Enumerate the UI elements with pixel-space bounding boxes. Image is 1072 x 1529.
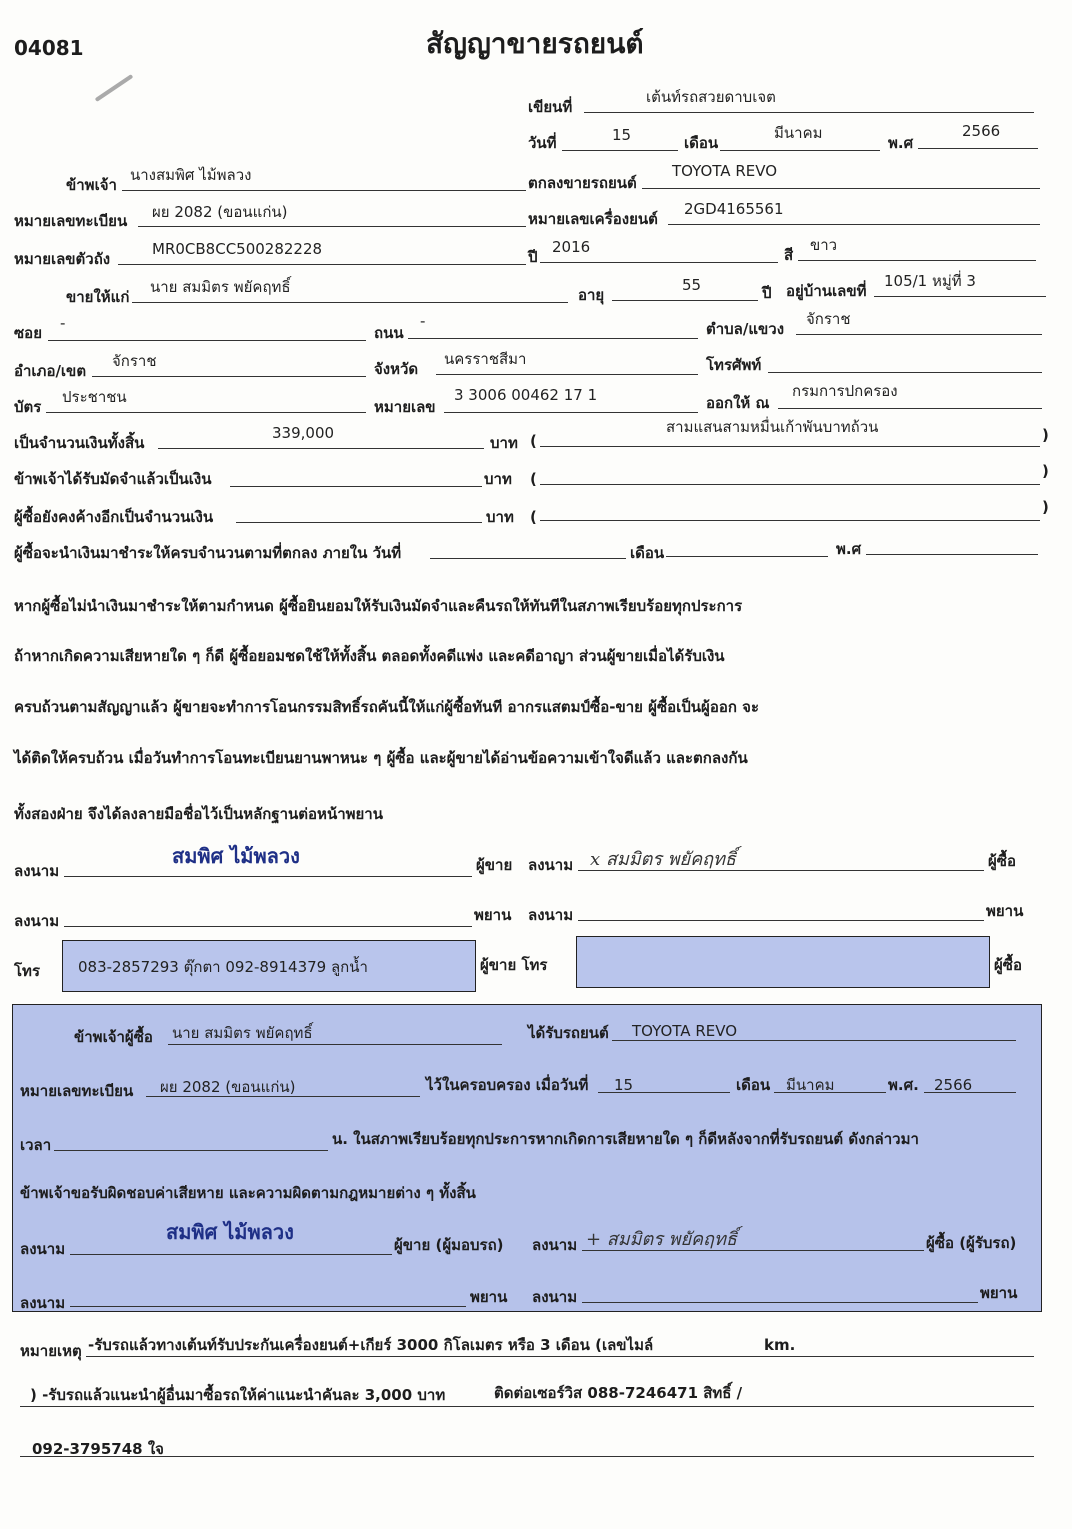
receipt-year: 2566 xyxy=(934,1076,973,1094)
month-label: เดือน xyxy=(684,134,719,152)
buyer-label: ขายให้แก่ xyxy=(66,288,130,306)
issued-value: กรมการปกครอง xyxy=(792,382,898,400)
terms-line-1: หากผู้ซื้อไม่นำเงินมาชำระให้ตามกำหนด ผู้ซื้อยินยอมให้รับเงินมัดจำและคืนรถให้ทันทีในสภาพเรียบร้อยทุกประการ xyxy=(14,597,743,615)
possess-label: ไว้ในครอบครอง เมื่อวันที่ xyxy=(426,1076,589,1094)
card-no-label: หมายเลข xyxy=(374,398,436,416)
date-month: มีนาคม xyxy=(774,124,823,142)
receipt-buyer-signature: + สมมิตร พยัคฤทธิ์ xyxy=(586,1229,737,1250)
road-value: - xyxy=(420,312,426,330)
written-at-value: เต้นท์รถสวยดาบเจต xyxy=(646,88,776,106)
date-year: 2566 xyxy=(962,122,1001,140)
deposit-open-paren: ( xyxy=(530,470,537,488)
deposit-baht: บาท xyxy=(484,470,512,488)
page-title: สัญญาขายรถยนต์ xyxy=(426,27,644,60)
witness-sign-label-1: ลงนาม xyxy=(14,912,60,930)
note-line-2: ) -รับรถแล้วแนะนำผู้อื่นมาซื้อรถให้ค่าแนะนำคันละ 3,000 บาท xyxy=(30,1386,446,1404)
receipt-buyer-role: ผู้ซื้อ (ผู้รับรถ) xyxy=(926,1234,1017,1252)
total-words: สามแสนสามหมื่นเก้าพันบาทถ้วน xyxy=(666,418,879,436)
remain-baht: บาท xyxy=(486,508,514,526)
card-value: ประชาชน xyxy=(62,388,127,406)
written-at-label: เขียนที่ xyxy=(528,98,573,116)
phone-label: โทรศัพท์ xyxy=(706,356,762,374)
house-value: 105/1 หมู่ที่ 3 xyxy=(884,272,976,290)
province-value: นครราชสีมา xyxy=(444,350,527,368)
receipt-month-label: เดือน xyxy=(736,1076,771,1094)
receipt-witness-role-2: พยาน xyxy=(980,1284,1018,1302)
seller-name: นางสมพิศ ไม้พลวง xyxy=(130,166,252,184)
total-baht: บาท xyxy=(490,434,518,452)
soi-value: - xyxy=(60,314,66,332)
terms-line-3: ครบถ้วนตามสัญญาแล้ว ผู้ขายจะทำการโอนกรรมสิทธิ์รถคันนี้ให้แก่ผู้ซื้อทันที อากรแสตมป์ซื้อ-ขาย ผู้ซื้อเป็นผู้ออก จะ xyxy=(14,698,759,716)
receipt-month: มีนาคม xyxy=(786,1076,835,1094)
buyer-role: ผู้ซื้อ xyxy=(988,852,1016,870)
terms-line-4: ได้ติดให้ครบถ้วน เมื่อวันทำการโอนทะเบียนยานพาหนะ ๆ ผู้ซื้อ และผู้ขายได้อ่านข้อความเข้าใจดีแล้ว และตกลงกัน xyxy=(14,749,748,767)
buyer-signature: x สมมิตร พยัคฤทธิ์ xyxy=(590,849,736,870)
engine-label: หมายเลขเครื่องยนต์ xyxy=(528,210,658,228)
terms-line-5: ทั้งสองฝ่าย จึงได้ลงลายมือชื่อไว้เป็นหลักฐานต่อหน้าพยาน xyxy=(14,805,383,823)
total-open-paren: ( xyxy=(530,432,537,450)
due-month-label: เดือน xyxy=(630,544,665,562)
province-label: จังหวัด xyxy=(374,360,419,378)
car-model: TOYOTA REVO xyxy=(672,162,778,180)
age-value: 55 xyxy=(682,276,702,294)
remain-close-paren: ) xyxy=(1042,498,1049,516)
note-line-3: 092-3795748 ใจ xyxy=(32,1440,164,1458)
receipt-reg: ผย 2082 (ขอนแก่น) xyxy=(160,1078,296,1096)
buyer-name: นาย สมมิตร พยัคฤทธิ์ xyxy=(150,278,291,296)
receipt-buyer-label: ข้าพเจ้าผู้ซื้อ xyxy=(74,1028,153,1046)
time-label: เวลา xyxy=(20,1136,52,1154)
receipt-witness-sign-label-1: ลงนาม xyxy=(20,1294,66,1312)
receipt-witness-role-1: พยาน xyxy=(470,1288,508,1306)
witness-sign-label-2: ลงนาม xyxy=(528,906,574,924)
amphoe-label: อำเภอ/เขต xyxy=(14,362,87,380)
receipt-witness-sign-label-2: ลงนาม xyxy=(532,1288,578,1306)
total-label: เป็นจำนวนเงินทั้งสิ้น xyxy=(14,434,145,452)
buyer-phone-box xyxy=(576,936,990,988)
note-km: km. xyxy=(764,1336,796,1354)
note-contact: ติดต่อเซอร์วิส 088-7246471 สิทธิ์ / xyxy=(494,1384,743,1402)
amphoe-value: จักราช xyxy=(112,352,157,370)
chassis-value: MR0CB8CC500282228 xyxy=(152,240,323,258)
engine-value: 2GD4165561 xyxy=(684,200,784,218)
vehicle-receipt-section xyxy=(12,1004,1042,1312)
agree-label: ตกลงขายรถยนต์ xyxy=(528,174,637,192)
seller-sign-label: ลงนาม xyxy=(14,862,60,880)
remain-open-paren: ( xyxy=(530,508,537,526)
issued-label: ออกให้ ณ xyxy=(706,394,770,412)
buyer-sign-label: ลงนาม xyxy=(528,856,574,874)
road-label: ถนน xyxy=(374,324,404,342)
tambon-value: จักราช xyxy=(806,310,851,328)
reg-label: หมายเลขทะเบียน xyxy=(14,212,128,230)
deposit-label: ข้าพเจ้าได้รับมัดจำแล้วเป็นเงิน xyxy=(14,470,212,488)
card-label: บัตร xyxy=(14,398,42,416)
age-unit: ปี xyxy=(762,284,772,302)
deposit-close-paren: ) xyxy=(1042,462,1049,480)
condition-text: น. ในสภาพเรียบร้อยทุกประการหากเกิดการเสียหายใด ๆ ก็ดีหลังจากที่รับรถยนต์ ดังกล่าวมา xyxy=(332,1130,919,1148)
receipt-day: 15 xyxy=(614,1076,634,1094)
reg-value: ผย 2082 (ขอนแก่น) xyxy=(152,203,288,221)
receipt-seller-role: ผู้ขาย (ผู้มอบรถ) xyxy=(394,1236,504,1254)
chassis-label: หมายเลขตัวถัง xyxy=(14,250,111,268)
received-model: TOYOTA REVO xyxy=(632,1022,738,1040)
receipt-buyer-sign-label: ลงนาม xyxy=(532,1236,578,1254)
receipt-reg-label: หมายเลขทะเบียน xyxy=(20,1082,134,1100)
date-day: 15 xyxy=(612,126,632,144)
total-value: 339,000 xyxy=(272,424,335,442)
date-label: วันที่ xyxy=(528,134,557,152)
note-line-1: -รับรถแล้วทางเต้นท์รับประกันเครื่องยนต์+เกียร์ 3000 กิโลเมตร หรือ 3 เดือน (เลขไมล์ xyxy=(88,1336,654,1354)
tambon-label: ตำบล/แขวง xyxy=(706,320,785,338)
buyer-phone-role: ผู้ซื้อ xyxy=(994,956,1022,974)
soi-label: ซอย xyxy=(14,324,42,342)
note-label: หมายเหตุ xyxy=(20,1342,82,1360)
seller-signature: สมพิศ ไม้พลวง xyxy=(172,844,300,868)
car-year-label: ปี xyxy=(528,248,538,266)
receipt-seller-sign-label: ลงนาม xyxy=(20,1240,66,1258)
color-label: สี xyxy=(784,246,794,264)
pen-mark xyxy=(95,74,134,102)
due-label: ผู้ซื้อจะนำเงินมาชำระให้ครบจำนวนตามที่ตกลง ภายใน วันที่ xyxy=(14,544,402,562)
age-label: อายุ xyxy=(578,286,605,304)
phone-label-left: โทร xyxy=(14,962,41,980)
car-year: 2016 xyxy=(552,238,591,256)
house-label: อยู่บ้านเลขที่ xyxy=(786,282,867,300)
card-no-value: 3 3006 00462 17 1 xyxy=(454,386,598,404)
receipt-seller-signature: สมพิศ ไม้พลวง xyxy=(166,1220,294,1244)
document-number: 04081 xyxy=(14,36,84,60)
total-close-paren: ) xyxy=(1042,426,1049,444)
receipt-buyer: นาย สมมิตร พยัคฤทธิ์ xyxy=(172,1024,313,1042)
witness-role-2: พยาน xyxy=(986,902,1024,920)
liability-text: ข้าพเจ้าขอรับผิดชอบค่าเสียหาย และความผิดตามกฎหมายต่าง ๆ ทั้งสิ้น xyxy=(20,1184,476,1202)
color-value: ขาว xyxy=(810,236,838,254)
seller-phone-label: ผู้ขาย โทร xyxy=(480,956,548,974)
terms-line-2: ถ้าหากเกิดความเสียหายใด ๆ ก็ดี ผู้ซื้อยอมชดใช้ให้ทั้งสิ้น ตลอดทั้งคดีแพ่ง และคดีอาญา ส่วนผู้ขายเมื่อได้รับเงิน xyxy=(14,647,725,665)
witness-role-1: พยาน xyxy=(474,906,512,924)
seller-phone: 083-2857293 ตุ๊กตา 092-8914379 ลูกน้ำ xyxy=(78,958,368,976)
seller-label: ข้าพเจ้า xyxy=(66,176,117,194)
received-label: ได้รับรถยนต์ xyxy=(528,1024,609,1042)
remain-label: ผู้ซื้อยังคงค้างอีกเป็นจำนวนเงิน xyxy=(14,508,214,526)
receipt-year-label: พ.ศ. xyxy=(888,1076,919,1094)
seller-role: ผู้ขาย xyxy=(476,856,513,874)
year-label: พ.ศ xyxy=(888,134,914,152)
due-year-label: พ.ศ xyxy=(836,540,862,558)
